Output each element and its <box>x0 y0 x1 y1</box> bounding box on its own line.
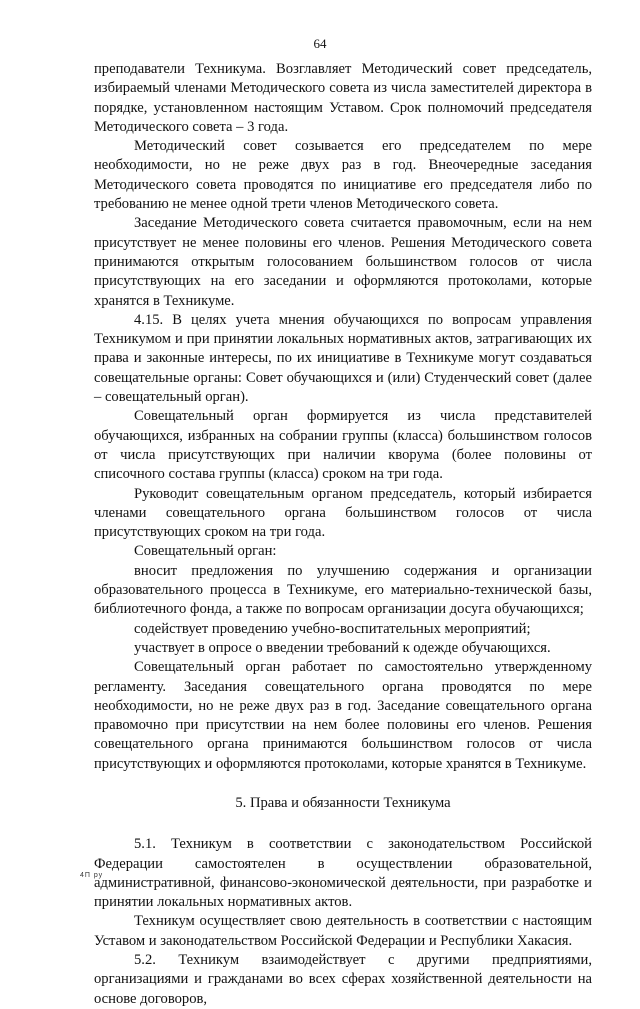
list-item: вносит предложения по улучшению содержания и организации образовательного процесса в Техникуме, его материально-технической базы, библиотечного фонда, а также по вопросам организации досуга обучающихся; <box>94 562 592 618</box>
document-body <box>94 60 592 1009</box>
paragraph: Руководит совещательным органом председатель, который избирается членами совещательного органа большинством голосов от числа присутствующих сроком на три года. <box>94 485 592 541</box>
paragraph: 4.15. В целях учета мнения обучающихся по вопросам управления Техникумом и при принятии локальных нормативных актов, затрагивающих их права и законные интересы, по их инициативе в Техникуме могут создаваться совещательные органы: Совет обучающихся и (или) Студенческий совет (далее – совещательный орган). <box>94 311 592 406</box>
paragraph: преподаватели Техникума. Возглавляет Методический совет председатель, избираемый членами Методического совета из числа заместителей директора в порядке, установленном настоящим Уставом. Срок полномочий председателя Методического совета – 3 года. <box>94 61 592 135</box>
paragraph: Совещательный орган формируется из числа представителей обучающихся, избранных на собрании группы (класса) большинством голосов от числа присутствующих при наличии кворума (более половины от списочного состава группы (класса) сроком на три года. <box>94 408 592 483</box>
list-item: участвует в опросе о введении требований к одежде обучающихся. <box>134 639 551 656</box>
footer-mark: 4П ру <box>80 872 104 879</box>
paragraph: Совещательный орган работает по самостоятельно утвержденному регламенту. Заседания совещательного органа проводятся по мере необходимости, но не реже двух раз в год. Заседание совещательного органа правомочно при присутствии на нем более половины его членов. Решения совещательного органа принимаются большинством голосов от числа присутствующих и оформляются протоколами, которые хранятся в Техникуме. <box>94 659 592 772</box>
paragraph: Методический совет созывается его председателем по мере необходимости, но не реже двух раз в год. Внеочередные заседания Методического совета проводятся по инициативе его председателя либо по требованию не менее одной трети членов Методического совета. <box>94 138 592 213</box>
paragraph: Техникум осуществляет свою деятельность в соответствии с настоящим Уставом и законодательством Российской Федерации и Республики Хакасия. <box>94 913 592 949</box>
section-heading: 5. Права и обязанности Техникума <box>235 794 451 811</box>
paragraph: 5.2. Техникум взаимодействует с другими предприятиями, организациями и гражданами во всех сферах хозяйственной деятельности на основе договоров, <box>94 952 592 1007</box>
paragraph: Совещательный орган: <box>134 543 277 560</box>
paragraph: Заседание Методического совета считается правомочным, если на нем присутствует не менее половины его членов. Решения Методического совета принимаются открытым голосованием большинством голосов от числа присутствующих на его заседании и оформляются протоколами, которые хранятся в Техникуме. <box>94 215 592 309</box>
paragraph: 5.1. Техникум в соответствии с законодательством Российской Федерации самостоятелен в осуществлении образовательной, административной, финансово-экономической деятельности, при разработке и принятии локальных нормативных актов. <box>94 836 592 911</box>
page-number: 64 <box>313 36 327 51</box>
list-item: содействует проведению учебно-воспитательных мероприятий; <box>134 620 531 637</box>
